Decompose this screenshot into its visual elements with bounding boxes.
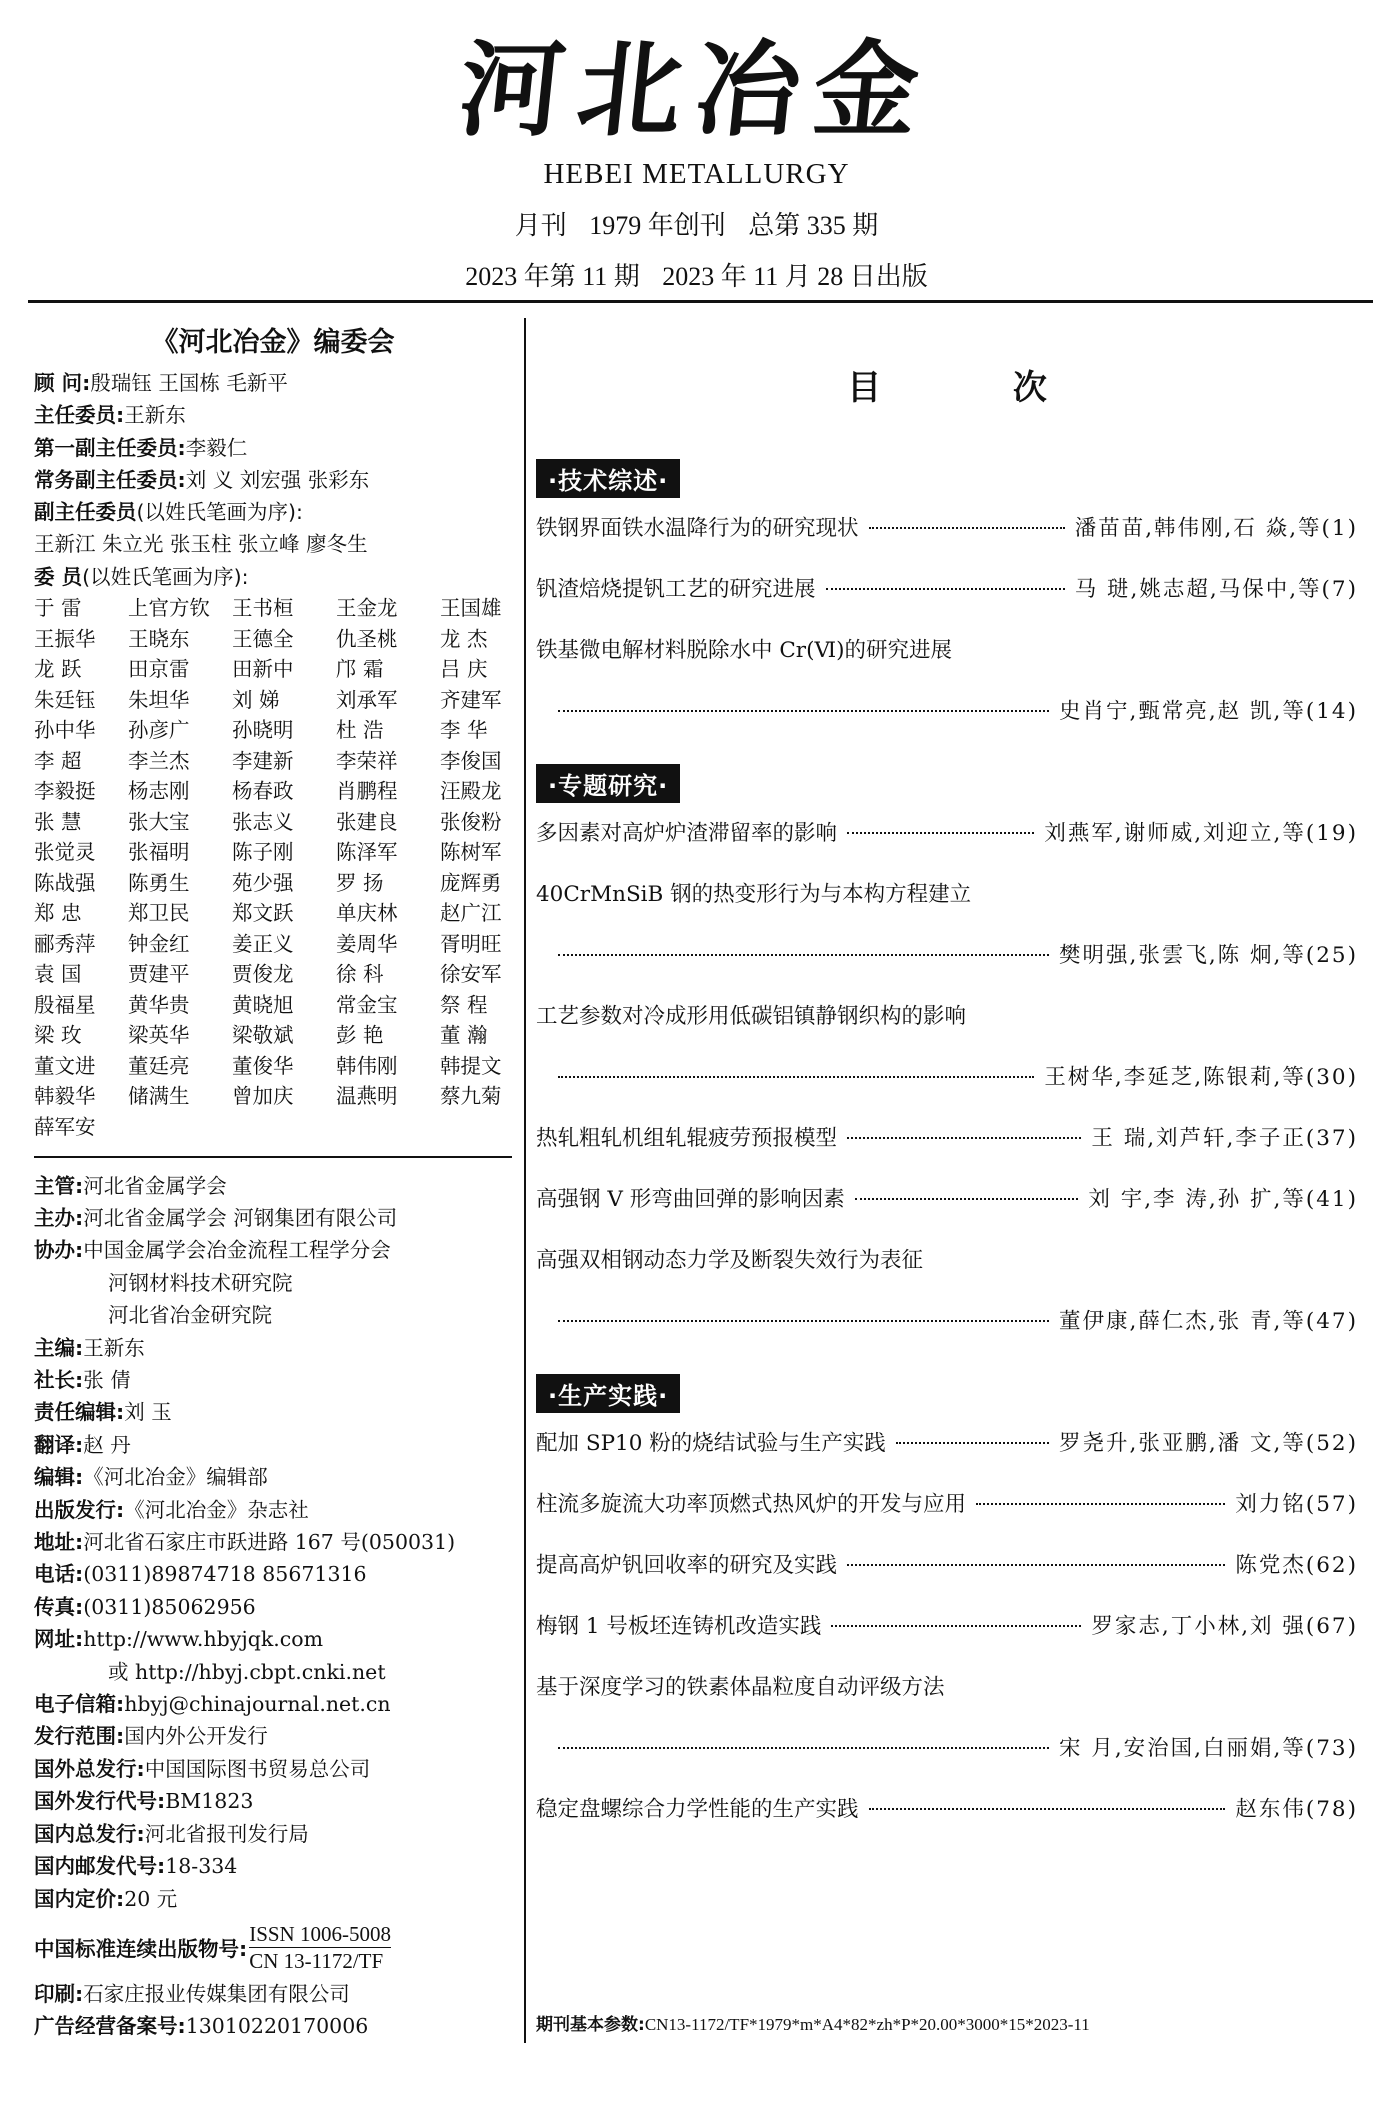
toc-leader-dots bbox=[896, 1442, 1049, 1444]
toc-entry[interactable] bbox=[536, 1490, 1358, 1551]
table-of-contents bbox=[536, 360, 1358, 1856]
editorial-board-column bbox=[34, 320, 512, 2043]
toc-entry-title: 稳定盘螺综合力学性能的生产实践 bbox=[536, 1797, 859, 1822]
members-label-row: 委 员(以姓氏笔画为序): bbox=[34, 564, 249, 589]
toc-entry-authors: 刘燕军,谢师威,刘迎立,等(19) bbox=[1044, 821, 1358, 846]
toc-leader-dots bbox=[855, 1198, 1079, 1200]
board-member: 张大宝 bbox=[128, 809, 190, 834]
vice-members-row: 王新江 朱立光 张玉柱 张立峰 廖冬生 bbox=[34, 532, 368, 557]
toc-leader-dots bbox=[558, 1320, 1049, 1322]
board-member: 龙 跃 bbox=[34, 657, 82, 682]
board-member: 杜 浩 bbox=[336, 718, 384, 743]
board-member: 李毅挺 bbox=[34, 779, 96, 804]
board-member: 董廷亮 bbox=[128, 1053, 190, 1078]
board-member: 肖鹏程 bbox=[336, 779, 398, 804]
board-member: 李 超 bbox=[34, 748, 82, 773]
toc-entry[interactable] bbox=[536, 1612, 1358, 1673]
toc-entry-title-line bbox=[536, 636, 1358, 697]
responsible-editor-row: 责任编辑:刘 玉 bbox=[34, 1400, 172, 1425]
board-member: 郑文跃 bbox=[232, 901, 294, 926]
board-member: 李俊国 bbox=[440, 748, 502, 773]
board-member: 韩提文 bbox=[440, 1053, 502, 1078]
column-divider bbox=[524, 318, 526, 2043]
sponsor-row: 主办:河北省金属学会 河钢集团有限公司 bbox=[34, 1205, 398, 1230]
board-member: 朱廷钰 bbox=[34, 687, 96, 712]
board-member: 黄晓旭 bbox=[232, 992, 294, 1017]
board-member: 王金龙 bbox=[336, 596, 398, 621]
toc-entry-title: 高强双相钢动态力学及断裂失效行为表征 bbox=[536, 1248, 924, 1273]
toc-entry-authors: 樊明强,张雲飞,陈 炯,等(25) bbox=[1059, 943, 1358, 968]
board-member: 吕 庆 bbox=[440, 657, 488, 682]
toc-entry[interactable] bbox=[536, 1124, 1358, 1185]
board-member: 孙中华 bbox=[34, 718, 96, 743]
toc-entry-line bbox=[536, 1185, 1358, 1246]
journal-parameters: 期刊基本参数:CN13-1172/TF*1979*m*A4*82*zh*P*20.00*3000*15*2023-11 bbox=[536, 2015, 1090, 2035]
board-member: 李 华 bbox=[440, 718, 488, 743]
board-member: 张 慧 bbox=[34, 809, 82, 834]
header-rule bbox=[28, 300, 1373, 303]
board-member: 袁 国 bbox=[34, 962, 82, 987]
toc-entry-title-line bbox=[536, 1002, 1358, 1063]
toc-entry-authors: 宋 月,安治国,白丽娟,等(73) bbox=[1059, 1736, 1358, 1761]
toc-leader-dots bbox=[847, 1137, 1081, 1139]
board-member: 陈泽军 bbox=[336, 840, 398, 865]
toc-entry[interactable] bbox=[536, 514, 1358, 575]
board-member: 张建良 bbox=[336, 809, 398, 834]
toc-entry-title-line bbox=[536, 1246, 1358, 1307]
vice-label-row: 副主任委员(以姓氏笔画为序): bbox=[34, 500, 303, 525]
toc-entry-authors: 王树华,李延芝,陈银莉,等(30) bbox=[1044, 1065, 1358, 1090]
fax-row: 传真:(0311)85062956 bbox=[34, 1594, 256, 1619]
co-organizer-row: 河钢材料技术研究院 bbox=[108, 1270, 293, 1295]
toc-entry-title: 热轧粗轧机组轧辊疲劳预报模型 bbox=[536, 1126, 838, 1151]
board-member: 姜正义 bbox=[232, 931, 294, 956]
journal-title-en: HEBEI METALLURGY bbox=[543, 158, 850, 190]
translator-row: 翻译:赵 丹 bbox=[34, 1432, 131, 1457]
toc-entry-authors: 刘 宇,李 涛,孙 扩,等(41) bbox=[1088, 1187, 1358, 1212]
toc-entry-authors: 马 琎,姚志超,马保中,等(7) bbox=[1074, 577, 1358, 602]
toc-entry-title: 提高高炉钒回收率的研究及实践 bbox=[536, 1553, 838, 1578]
board-member: 常金宝 bbox=[336, 992, 398, 1017]
distribution-row: 出版发行:《河北冶金》杂志社 bbox=[34, 1497, 309, 1522]
board-member: 汪殿龙 bbox=[440, 779, 502, 804]
toc-entry[interactable] bbox=[536, 575, 1358, 636]
toc-entry-line bbox=[536, 1551, 1358, 1612]
members-grid bbox=[34, 593, 512, 1142]
toc-entry-authors: 陈党杰(62) bbox=[1235, 1553, 1358, 1578]
board-member: 龙 杰 bbox=[440, 626, 488, 651]
board-member: 孙晓明 bbox=[232, 718, 294, 743]
toc-leader-dots bbox=[869, 527, 1065, 529]
board-member: 张志义 bbox=[232, 809, 294, 834]
toc-entry[interactable] bbox=[536, 636, 1358, 758]
board-member: 温燕明 bbox=[336, 1084, 398, 1109]
website-link-alt[interactable]: 或 http://hbyj.cbpt.cnki.net bbox=[108, 1659, 386, 1684]
toc-entry[interactable] bbox=[536, 1673, 1358, 1795]
toc-entry[interactable] bbox=[536, 1429, 1358, 1490]
board-member: 陈战强 bbox=[34, 870, 96, 895]
board-member: 王振华 bbox=[34, 626, 96, 651]
phone-row: 电话:(0311)89874718 85671316 bbox=[34, 1562, 367, 1587]
toc-entry-title: 铁钢界面铁水温降行为的研究现状 bbox=[536, 516, 859, 541]
toc-entry-author-line bbox=[536, 1734, 1358, 1795]
board-member: 田新中 bbox=[232, 657, 294, 682]
toc-entry-title-line bbox=[536, 880, 1358, 941]
toc-entry-title: 柱流多旋流大功率顶燃式热风炉的开发与应用 bbox=[536, 1492, 967, 1517]
toc-entry-title: 工艺参数对冷成形用低碳铝镇静钢织构的影响 bbox=[536, 1004, 967, 1029]
board-member: 祭 程 bbox=[440, 992, 488, 1017]
toc-entry-title: 基于深度学习的铁素体晶粒度自动评级方法 bbox=[536, 1675, 945, 1700]
board-member: 庞辉勇 bbox=[440, 870, 502, 895]
board-member: 张觉灵 bbox=[34, 840, 96, 865]
toc-section-heading: ·生产实践· bbox=[536, 1374, 680, 1413]
board-member: 梁 玫 bbox=[34, 1023, 82, 1048]
toc-entry-line bbox=[536, 1490, 1358, 1551]
toc-entry-title: 钒渣焙烧提钒工艺的研究进展 bbox=[536, 577, 816, 602]
journal-title-cn: 河北冶金 bbox=[454, 28, 940, 151]
toc-entry[interactable] bbox=[536, 1185, 1358, 1246]
supervisor-row: 主管:河北省金属学会 bbox=[34, 1173, 227, 1198]
toc-section-heading: ·技术综述· bbox=[536, 459, 680, 498]
board-member: 蔡九菊 bbox=[440, 1084, 502, 1109]
board-member: 于 雷 bbox=[34, 596, 82, 621]
board-member: 郑 忠 bbox=[34, 901, 82, 926]
left-rule bbox=[34, 1156, 512, 1158]
toc-body bbox=[536, 453, 1358, 1856]
toc-leader-dots bbox=[558, 1076, 1034, 1078]
toc-leader-dots bbox=[869, 1808, 1226, 1810]
price-row: 国内定价:20 元 bbox=[34, 1886, 178, 1911]
co-organizer-row: 河北省冶金研究院 bbox=[108, 1303, 272, 1328]
printer-row: 印刷:石家庄报业传媒集团有限公司 bbox=[34, 1981, 350, 2006]
board-member: 张福明 bbox=[128, 840, 190, 865]
board-member: 李荣祥 bbox=[336, 748, 398, 773]
board-member: 朱坦华 bbox=[128, 687, 190, 712]
toc-leader-dots bbox=[847, 1564, 1225, 1566]
toc-entry-title: 配加 SP10 粉的烧结试验与生产实践 bbox=[536, 1431, 886, 1456]
board-member: 单庆林 bbox=[336, 901, 398, 926]
board-member: 陈勇生 bbox=[128, 870, 190, 895]
toc-section-heading: ·专题研究· bbox=[536, 764, 680, 803]
board-member: 曾加庆 bbox=[232, 1084, 294, 1109]
toc-entry-authors: 潘苗苗,韩伟刚,石 焱,等(1) bbox=[1074, 516, 1358, 541]
toc-leader-dots bbox=[831, 1625, 1081, 1627]
toc-entry-line bbox=[536, 514, 1358, 575]
board-member: 陈树军 bbox=[440, 840, 502, 865]
board-member: 黄华贵 bbox=[128, 992, 190, 1017]
toc-leader-dots bbox=[558, 1747, 1049, 1749]
editor-row: 主编:王新东 bbox=[34, 1335, 145, 1360]
board-member: 杨春政 bbox=[232, 779, 294, 804]
website-row: 网址:http://www.hbyjqk.com bbox=[34, 1627, 324, 1652]
toc-entry-authors: 王 瑞,刘芦轩,李子正(37) bbox=[1091, 1126, 1358, 1151]
board-member: 董文进 bbox=[34, 1053, 96, 1078]
advisors-row: 顾 问:殷瑞钰 王国栋 毛新平 bbox=[34, 371, 288, 395]
director-row: 主任委员:王新东 bbox=[34, 403, 186, 428]
toc-entry-title: 多因素对高炉炉渣滞留率的影响 bbox=[536, 821, 838, 846]
board-member: 田京雷 bbox=[128, 657, 190, 682]
scope-row: 发行范围:国内外公开发行 bbox=[34, 1724, 268, 1749]
toc-entry-author-line bbox=[536, 941, 1358, 1002]
board-member: 罗 扬 bbox=[336, 870, 384, 895]
editing-dept-row: 编辑:《河北冶金》编辑部 bbox=[34, 1465, 268, 1490]
board-member: 刘 娣 bbox=[232, 687, 280, 712]
website-link[interactable]: http://www.hbyjqk.com bbox=[83, 1627, 324, 1652]
toc-entry-authors: 董伊康,薛仁杰,张 青,等(47) bbox=[1059, 1309, 1358, 1334]
board-member: 刘承军 bbox=[336, 687, 398, 712]
board-member: 郦秀萍 bbox=[34, 931, 96, 956]
toc-entry[interactable] bbox=[536, 819, 1358, 880]
board-member: 董俊华 bbox=[232, 1053, 294, 1078]
toc-entry-author-line bbox=[536, 697, 1358, 758]
board-member: 钟金红 bbox=[128, 931, 190, 956]
toc-title: 目 次 bbox=[847, 368, 1107, 408]
toc-entry-author-line bbox=[536, 1063, 1358, 1124]
toc-entry-author-line bbox=[536, 1307, 1358, 1368]
toc-entry[interactable] bbox=[536, 1002, 1358, 1124]
board-member: 苑少强 bbox=[232, 870, 294, 895]
toc-entry-line bbox=[536, 1795, 1358, 1856]
board-member: 贾建平 bbox=[128, 962, 190, 987]
board-title: 《河北冶金》编委会 bbox=[151, 327, 395, 358]
issue-meta-line-2: 2023 年第 11 期 2023 年 11 月 28 日出版 bbox=[465, 262, 928, 291]
board-member: 张俊粉 bbox=[440, 809, 502, 834]
board-member: 上官方钦 bbox=[128, 596, 210, 621]
board-member: 郑卫民 bbox=[128, 901, 190, 926]
serial-number-row: 中国标准连续出版物号: $\frac{\text{ISSN 1006-5008}}{CN 13-1172/TF}$ bbox=[34, 1921, 391, 1973]
toc-entry[interactable] bbox=[536, 1551, 1358, 1612]
issue-meta-line-1: 月刊 1979 年创刊 总第 335 期 bbox=[514, 211, 879, 240]
toc-entry-authors: 赵东伟(78) bbox=[1235, 1797, 1358, 1822]
toc-entry-title: 40CrMnSiB 钢的热变形行为与本构方程建立 bbox=[536, 882, 972, 907]
board-member: 王晓东 bbox=[128, 626, 190, 651]
toc-entry-authors: 罗尧升,张亚鹏,潘 文,等(52) bbox=[1059, 1431, 1358, 1456]
board-member: 孙彦广 bbox=[128, 718, 190, 743]
toc-entry-line bbox=[536, 575, 1358, 636]
board-member: 王国雄 bbox=[440, 596, 502, 621]
foreign-distributor-row: 国外总发行:中国国际图书贸易总公司 bbox=[34, 1756, 371, 1781]
toc-entry[interactable] bbox=[536, 1795, 1358, 1856]
board-member: 李建新 bbox=[232, 748, 294, 773]
toc-entry-title-line bbox=[536, 1673, 1358, 1734]
toc-leader-dots bbox=[558, 954, 1049, 956]
board-member: 陈子刚 bbox=[232, 840, 294, 865]
board-member: 仇圣桃 bbox=[336, 626, 398, 651]
board-member: 李兰杰 bbox=[128, 748, 190, 773]
board-member: 殷福星 bbox=[34, 992, 96, 1017]
toc-entry-line bbox=[536, 1612, 1358, 1673]
board-member: 储满生 bbox=[128, 1084, 190, 1109]
toc-leader-dots bbox=[826, 588, 1065, 590]
toc-entry-authors: 罗家志,丁小林,刘 强(67) bbox=[1091, 1614, 1358, 1639]
toc-entry-line bbox=[536, 1429, 1358, 1490]
board-member: 薛军安 bbox=[34, 1114, 96, 1139]
board-member: 徐安军 bbox=[440, 962, 502, 987]
board-member: 徐 科 bbox=[336, 962, 384, 987]
postal-code-row: 国内邮发代号:18-334 bbox=[34, 1854, 238, 1879]
toc-leader-dots bbox=[976, 1503, 1225, 1505]
address-row: 地址:河北省石家庄市跃进路 167 号(050031) bbox=[34, 1530, 456, 1555]
toc-entry-title: 高强钢 V 形弯曲回弹的影响因素 bbox=[536, 1187, 845, 1212]
board-member: 王书桓 bbox=[232, 596, 294, 621]
toc-entry-title: 铁基微电解材料脱除水中 Cr(Ⅵ)的研究进展 bbox=[536, 638, 952, 663]
toc-entry-authors: 刘力铭(57) bbox=[1235, 1492, 1358, 1517]
domestic-distributor-row: 国内总发行:河北省报刊发行局 bbox=[34, 1821, 309, 1846]
serial-number: $\frac{\text{ISSN 1006-5008}}{CN 13-1172/TF}$ bbox=[249, 1921, 391, 1973]
toc-entry-authors: 史肖宁,甄常亮,赵 凯,等(14) bbox=[1059, 699, 1358, 724]
board-member: 贾俊龙 bbox=[232, 962, 294, 987]
toc-entry-line bbox=[536, 819, 1358, 880]
board-member: 彭 艳 bbox=[336, 1023, 384, 1048]
foreign-code-row: 国外发行代号:BM1823 bbox=[34, 1789, 254, 1814]
toc-entry-title: 梅钢 1 号板坯连铸机改造实践 bbox=[536, 1614, 822, 1639]
board-member: 邝 霜 bbox=[336, 657, 384, 682]
board-member: 韩伟刚 bbox=[336, 1053, 398, 1078]
board-member: 梁敬斌 bbox=[232, 1023, 294, 1048]
toc-entry-line bbox=[536, 1124, 1358, 1185]
masthead bbox=[0, 30, 1393, 293]
toc-leader-dots bbox=[847, 832, 1034, 834]
board-member: 赵广江 bbox=[440, 901, 502, 926]
president-row: 社长:张 倩 bbox=[34, 1368, 131, 1393]
board-member: 姜周华 bbox=[336, 931, 398, 956]
email-link[interactable]: hbyj@chinajournal.net.cn bbox=[124, 1692, 391, 1717]
ad-license-row: 广告经营备案号:13010220170006 bbox=[34, 2014, 369, 2039]
board-member: 韩毅华 bbox=[34, 1084, 96, 1109]
board-member: 董 瀚 bbox=[440, 1023, 488, 1048]
first-vice-row: 第一副主任委员:李毅仁 bbox=[34, 435, 248, 460]
toc-entry[interactable] bbox=[536, 1246, 1358, 1368]
board-member: 杨志刚 bbox=[128, 779, 190, 804]
toc-entry[interactable] bbox=[536, 880, 1358, 1002]
board-member: 胥明旺 bbox=[440, 931, 502, 956]
board-member: 梁英华 bbox=[128, 1023, 190, 1048]
co-organizer-row: 协办:中国金属学会冶金流程工程学分会 bbox=[34, 1238, 391, 1263]
email-row: 电子信箱:hbyj@chinajournal.net.cn bbox=[34, 1692, 391, 1717]
toc-leader-dots bbox=[558, 710, 1049, 712]
board-member: 齐建军 bbox=[440, 687, 502, 712]
standing-vice-row: 常务副主任委员:刘 义 刘宏强 张彩东 bbox=[34, 467, 370, 492]
board-member: 王德全 bbox=[232, 626, 294, 651]
